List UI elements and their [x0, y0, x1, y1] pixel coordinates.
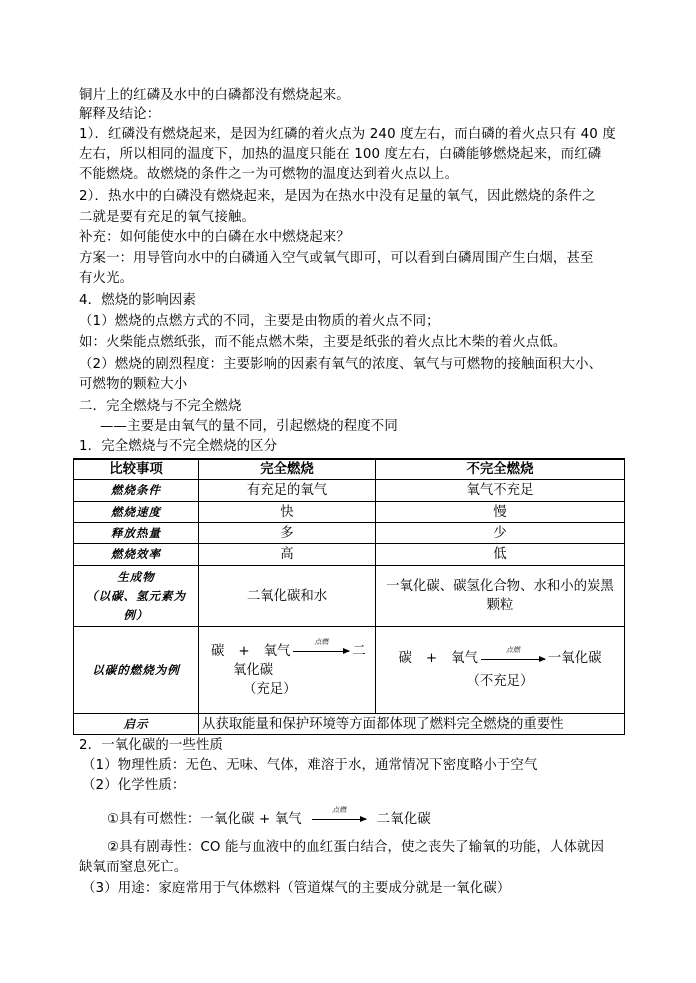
text-line: 补充：如何能使水中的白磷在水中燃烧起来？	[79, 230, 350, 245]
text-line: 左右，所以相同的温度下，加热的温度只能在 100 度左右，白磷能够燃烧起来，而红磷	[79, 147, 602, 162]
cell-line: 颗粒	[486, 598, 514, 613]
plus-sign: +	[425, 651, 438, 666]
text-line: （2）化学性质：	[82, 778, 186, 793]
text-line: 有火光。	[79, 271, 134, 286]
subsection-heading: 1．完全燃烧与不完全燃烧的区分	[79, 439, 278, 454]
text-line: 二就是要有充足的氧气接触。	[79, 210, 256, 225]
reaction-cell	[199, 627, 376, 714]
table-cell: 有充足的氧气	[199, 480, 376, 502]
table-cell	[376, 566, 625, 627]
equation-text: ①具有可燃性：一氧化碳 + 氧气	[107, 812, 302, 827]
section-heading: 二．完全燃烧与不完全燃烧	[79, 399, 242, 414]
text-line: ②具有剧毒性：CO 能与血液中的血红蛋白结合，使之丧失了输氧的功能，人体就因	[107, 840, 605, 855]
row-label: 燃烧速度	[74, 502, 199, 523]
text-line: 4．燃烧的影响因素	[79, 293, 196, 308]
row-label	[74, 566, 199, 627]
table-header-cell: 不完全燃烧	[376, 459, 625, 480]
row-label-line: 生成物	[117, 569, 155, 584]
row-label-line: （以碳、氢元素为	[86, 588, 186, 603]
text-line: 如：火柴能点燃纸张，而不能点燃木柴，主要是纸张的着火点比木柴的着火点低。	[79, 335, 567, 350]
reactant: 碳	[211, 643, 225, 659]
equation-text: 二氧化碳	[376, 812, 431, 827]
subsection-heading: 2．一氧化碳的一些性质	[79, 738, 224, 753]
text-line: 解释及结论：	[79, 107, 161, 122]
product: 二	[352, 643, 366, 659]
equation-line	[107, 806, 431, 829]
table-header-cell: 完全燃烧	[199, 459, 376, 480]
table-header-row	[74, 459, 625, 480]
text-line: 不能燃烧。故燃烧的条件之一为可燃物的温度达到着火点以上。	[79, 167, 459, 182]
row-label-line: 例）	[123, 607, 149, 622]
table-cell: 多	[199, 523, 376, 544]
reactant: 碳	[398, 651, 412, 666]
table-row	[74, 544, 625, 566]
row-label: 启示	[74, 714, 199, 735]
table-row	[74, 480, 625, 502]
row-label: 以碳的燃烧为例	[74, 627, 199, 714]
table-row	[74, 627, 625, 714]
plus-sign: +	[238, 643, 250, 659]
table-cell: 少	[376, 523, 625, 544]
text-line: 方案一：用导管向水中的白磷通入空气或氧气即可，可以看到白磷周围产生白烟，甚至	[79, 251, 594, 266]
text-line: 1）．红磷没有燃烧起来，是因为红磷的着火点为 240 度左右，而白磷的着火点只有 40 度	[79, 127, 616, 142]
reaction-cell	[376, 627, 625, 714]
row-label: 释放热量	[74, 523, 199, 544]
table-cell: 低	[376, 544, 625, 566]
table-row	[74, 714, 625, 735]
table-cell: 二氧化碳和水	[199, 566, 376, 627]
product: 氧化碳	[233, 662, 274, 678]
text-line: ——主要是由氧气的量不同，引起燃烧的程度不同	[100, 419, 398, 434]
reactant: 氧气	[451, 651, 478, 666]
row-label: 燃烧效率	[74, 544, 199, 566]
text-line: （1）燃烧的点燃方式的不同，主要是由物质的着火点不同；	[79, 314, 440, 329]
table-cell: 快	[199, 502, 376, 523]
condition-note: （充足）	[243, 681, 297, 697]
table-row	[74, 502, 625, 523]
reaction-arrow-icon: 点燃	[481, 653, 545, 665]
reactant: 氧气	[263, 643, 291, 659]
table-cell: 氧气不充足	[376, 480, 625, 502]
reaction-arrow-icon: 点燃	[312, 813, 366, 825]
text-line: 铜片上的红磷及水中的白磷都没有燃烧起来。	[79, 88, 350, 103]
reaction-arrow-icon: 点燃	[293, 645, 349, 657]
table-cell: 高	[199, 544, 376, 566]
product: 一氧化碳	[547, 651, 602, 666]
text-line: （1）物理性质：无色、无味、气体，难溶于水，通常情况下密度略小于空气	[82, 758, 538, 773]
condition-note: （不充足）	[466, 674, 534, 689]
comparison-table	[73, 458, 625, 735]
table-cell: 慢	[376, 502, 625, 523]
cell-line: 一氧化碳、碳氢化合物、水和小的炭黑	[386, 579, 614, 594]
table-cell: 从获取能量和保护环境等方面都体现了燃料完全燃烧的重要性	[199, 714, 625, 735]
table-row	[74, 523, 625, 544]
text-line: 2）．热水中的白磷没有燃烧起来，是因为在热水中没有足量的氧气，因此燃烧的条件之	[79, 189, 596, 204]
text-line: 缺氧而窒息死亡。	[79, 860, 188, 875]
text-line: （2）燃烧的剧烈程度：主要影响的因素有氧气的浓度、氧气与可燃物的接触面积大小、	[79, 357, 603, 372]
text-line: 可燃物的颗粒大小	[79, 377, 188, 392]
text-line: （3）用途：家庭常用于气体燃料（管道煤气的主要成分就是一氧化碳）	[82, 881, 511, 896]
table-row	[74, 566, 625, 627]
table-header-cell: 比较事项	[74, 459, 199, 480]
row-label: 燃烧条件	[74, 480, 199, 502]
